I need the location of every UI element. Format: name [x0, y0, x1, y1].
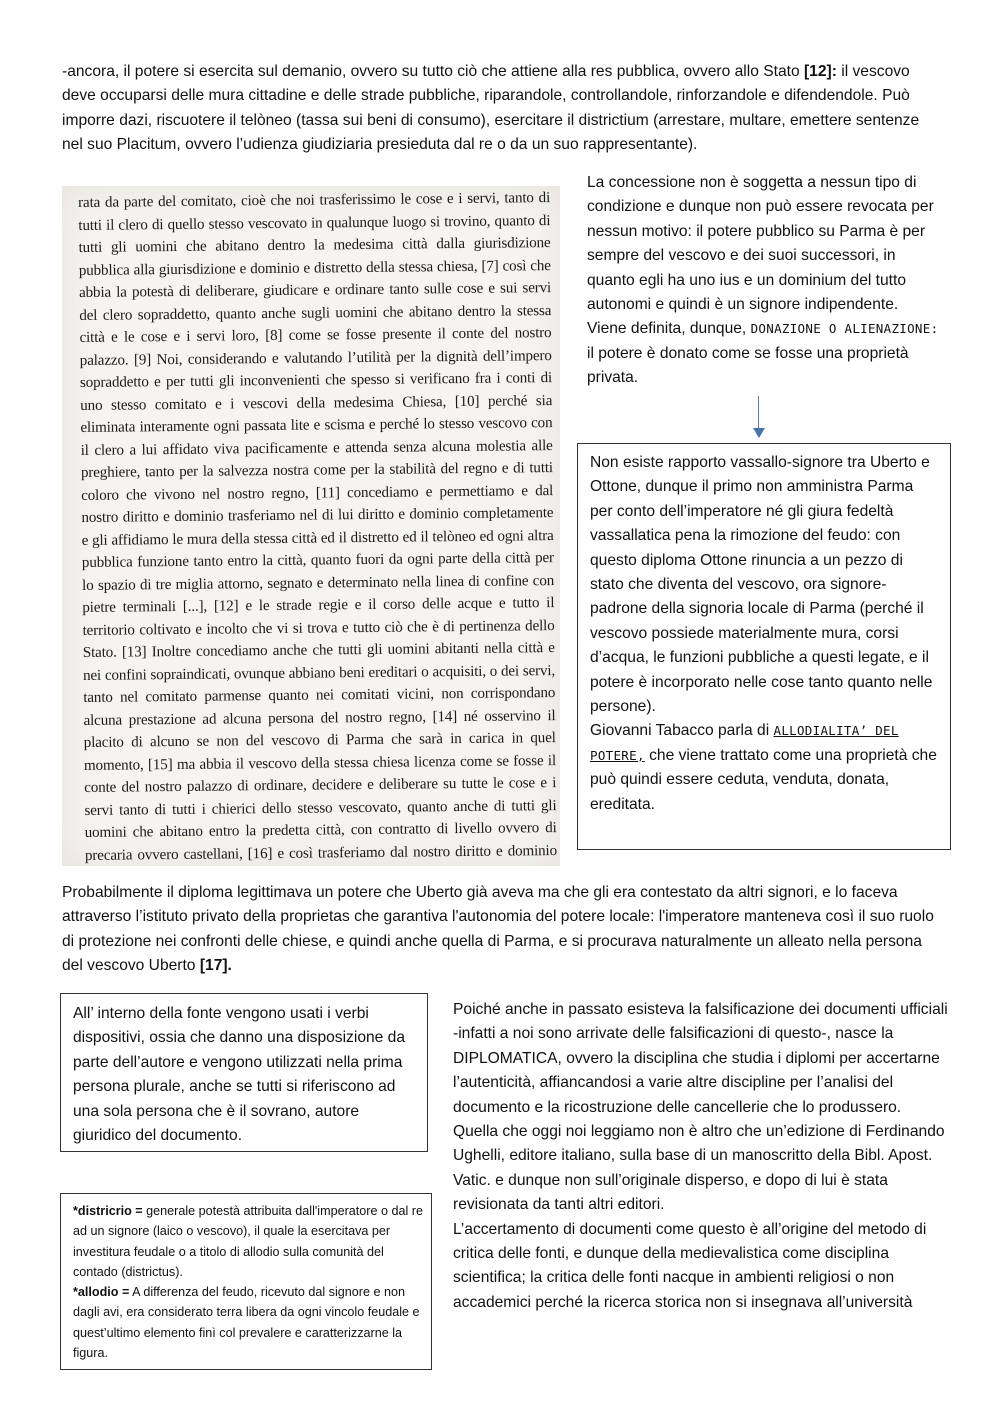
reference-12: [12]:: [803, 63, 837, 80]
right-box-text-1: Non esiste rapporto vassallo-signore tra Uberto e Ottone, dunque il primo non amministra Parma per conto dell’imperatore né gli giura fedeltà vassallatica pena la rimozione del feudo: con questo diploma Ottone rinuncia a un pezzo di stato che diventa del vescovo, ora signore-padrone della signoria locale di Parma (perché il vescovo possiede materialmente mura, corsi d’acqua, le funzioni pubbliche a questi legate, e il potere è incorporato nelle cose tanto quanto nelle persone).: [590, 454, 933, 716]
arrow-line: [758, 396, 759, 430]
glossary-notes-box: [60, 1193, 432, 1370]
middle-paragraph: [62, 881, 942, 979]
top-paragraph-text: -ancora, il potere si esercita sul demanio, ovvero su tutto ciò che attiene alla res pubblica, ovvero allo Stato: [62, 63, 804, 80]
ughelli-paragraph: Quella che oggi noi leggiamo non è altro che un’edizione di Ferdinando Ughelli, editore italiano, sulla base di un manoscritto della Bibl. Apost. Vatic. e dunque non sull’originale disperso, e dopo di lui è stata revisionata da tanti altri editori.: [453, 1123, 945, 1214]
right-box-text-2: [590, 719, 940, 817]
glossary-term-allodio: *allodio =: [73, 1285, 130, 1300]
top-paragraph-text-2: il vescovo deve occuparsi delle mura cittadine e delle strade pubbliche, riparandole, controllandole, rinforzandole e difendendole. Può imporre dazi, riscuotere il telòneo (tassa sui beni di consumo), esercitare il districtium (arrestare, multare, emettere sentenze nel suo Placitum, ovvero l’udienza giudiziaria presieduta dal re o da un suo rappresentante).: [62, 63, 920, 154]
scanned-source-text: rata da parte del comitato, cioè che noi trasferissimo le cose e i servi, tanto di tutti il clero di quello stesso vescovato in qualunque luogo si trovino, quanto di tutti gli uomini che abitano dentro la medesima città dalla giurisdizione pubblica alla giurisdizione e dominio e distretto della stessa chiesa, [7] così che abbia la potestà di deliberare, giudicare e ordinare tanto sulle cose e sui servi del clero sopraddetto, quanto anche sugli uomini che abitano dentro la stessa città e le cose e i servi loro, [8] come se fosse presente il conte del nostro palazzo. [9] Noi, considerando e valutando l’utilità per la dignità dell’impero sopraddetto e per tutti gli inconvenienti che spesso si verificano fra i conti di uno stesso comitato e i vescovi della medesima Chiesa, [10] perché sia eliminata interamente ogni passata lite e scisma e perché lo stesso vescovo con il clero a lui affidato viva pacificamente e attenda senza alcuna molestia alle preghiere, tanto per la salvezza nostra come per la stabilità del regno e di tutti coloro che vivono nel nostro regno, [11] concediamo e permettiamo e dal nostro diritto e dominio trasferiamo nel di lui diritto e dominio completamente e gli affidiamo le mura della stessa città ed il distretto ed il telòneo ed ogni altra pubblica funzione tanto entro la città, quanto fuori da ogni parte della città per lo spazio di tre miglia attorno, segnato e determinato nella linea di confine con pietre terminali [...], [12] e le strade regie e il corso delle acque e tutto il territorio coltivato e incolto che vi si trova e tutto ciò che è di pertinenza dello Stato. [13] Inoltre concediamo anche che tutti gli uomini abitanti nella città e nei confini sopraindicati, ovunque abbiano beni ereditari o acquisiti, o dei servi, tanto nel comitato parmense quanto nei comitati vicini, non corrispondano alcuna prestazione ad alcuna persona del nostro regno, [14] né osservino il placito di alcuno se non del vescovo di Parma che sarà in carica in quel momento, [15] ma abbia il vescovo della stessa chiesa licenza come se fosse il conte del nostro palazzo di ordinare, decidere e deliberare su tutte le cose e i servi tanto di tutti i chierici dello stesso vescovato, quanto anche di tutti gli uomini che abitano entro la predetta città, con contratto di livello ovvero di precaria ovvero castellani, [16] e così trasferiamo dal nostro diritto e dominio: [78, 190, 558, 864]
right-box-tail: che viene trattato come una proprietà che può quindi essere ceduta, venduta, donata, ereditata.: [590, 746, 937, 813]
right-box-vassal-note: [577, 443, 951, 850]
right-bottom-text: [453, 998, 948, 1315]
diplomatica-paragraph: Poiché anche in passato esisteva la falsificazione dei documenti ufficiali -infatti a noi sono arrivate delle falsificazioni di questo-, nasce la DIPLOMATICA, ovvero la disciplina che studia i diplomi per accertarne l’autenticità, affiancandosi a varie altre discipline per l’analisi del documento e la ricostruzione delle cancellerie che lo produssero.: [453, 1001, 948, 1116]
reference-17: [17].: [199, 957, 232, 975]
handwritten-donazione-alienazione: DONAZIONE O ALIENAZIONE:: [750, 321, 939, 337]
glossary-def-allodio: A differenza del feudo, ricevuto dal signore e non dagli avi, era considerato terra libera da ogni vincolo feudale e quest’ultimo elemento finì col prevalere e caratterizzarne la figura.: [73, 1285, 420, 1361]
right-note-text-1: La concessione non è soggetta a nessun tipo di condizione e dunque non può essere revocata per nessun motivo: il potere pubblico su Parma è per sempre del vescovo e dei suoi successori, in quanto egli ha uno ius e un dominium del tutto autonomi e quindi è un signore indipendente.: [587, 174, 934, 314]
glossary-def-districtus: generale potestà attribuita dall'imperatore o dal re ad un signore (laico o vescovo), il quale la esercitava per investitura feudale o a titolo di allodio sulla comunità del contado (districtus).: [73, 1204, 423, 1279]
handwritten-allodialita-del-potere: ALLODIALITA’ DEL POTERE,: [590, 723, 899, 763]
right-box-lead: Giovanni Tabacco parla di: [590, 722, 774, 740]
critica-fonti-paragraph: L’accertamento di documenti come questo è all’origine del metodo di critica delle fonti, e dunque della medievalistica come disciplina scientifica; la critica delle fonti nacque in ambienti religiosi o non accademici perché la ricerca storica non si insegnava all’università: [453, 1220, 927, 1311]
left-box-verbs-note: [60, 993, 428, 1152]
right-note-text-2: [587, 317, 947, 390]
right-note: [587, 171, 947, 391]
top-paragraph: [62, 60, 942, 158]
right-note-tail: il potere è donato come se fosse una proprietà privata.: [587, 344, 909, 387]
arrow-down-icon: [753, 428, 765, 438]
glossary-allodio: [73, 1282, 423, 1363]
scanned-source-excerpt: [62, 186, 560, 866]
glossary-term-districtus: *districrio =: [73, 1204, 143, 1218]
left-box-text: All’ interno della fonte vengono usati i verbi dispositivi, ossia che danno una disposizione da parte dell’autore e vengono utilizzati nella prima persona plurale, anche se tutti si riferiscono ad una sola persona che è il sovrano, autore giuridico del documento.: [73, 1005, 406, 1145]
right-note-lead: Viene definita, dunque,: [587, 320, 751, 338]
glossary-districtus: [73, 1201, 423, 1282]
middle-paragraph-text: Probabilmente il diploma legittimava un potere che Uberto già aveva ma che gli era contestato da altri signori, e lo faceva attraverso l’istituto privato della proprietas che garantiva l'autonomia del potere locale: l'imperatore manteneva così il suo ruolo di protezione nei confronti delle chiese, e quindi anche quella di Parma, e si procurava naturalmente un alleato nella persona del vescovo Uberto: [62, 884, 934, 975]
